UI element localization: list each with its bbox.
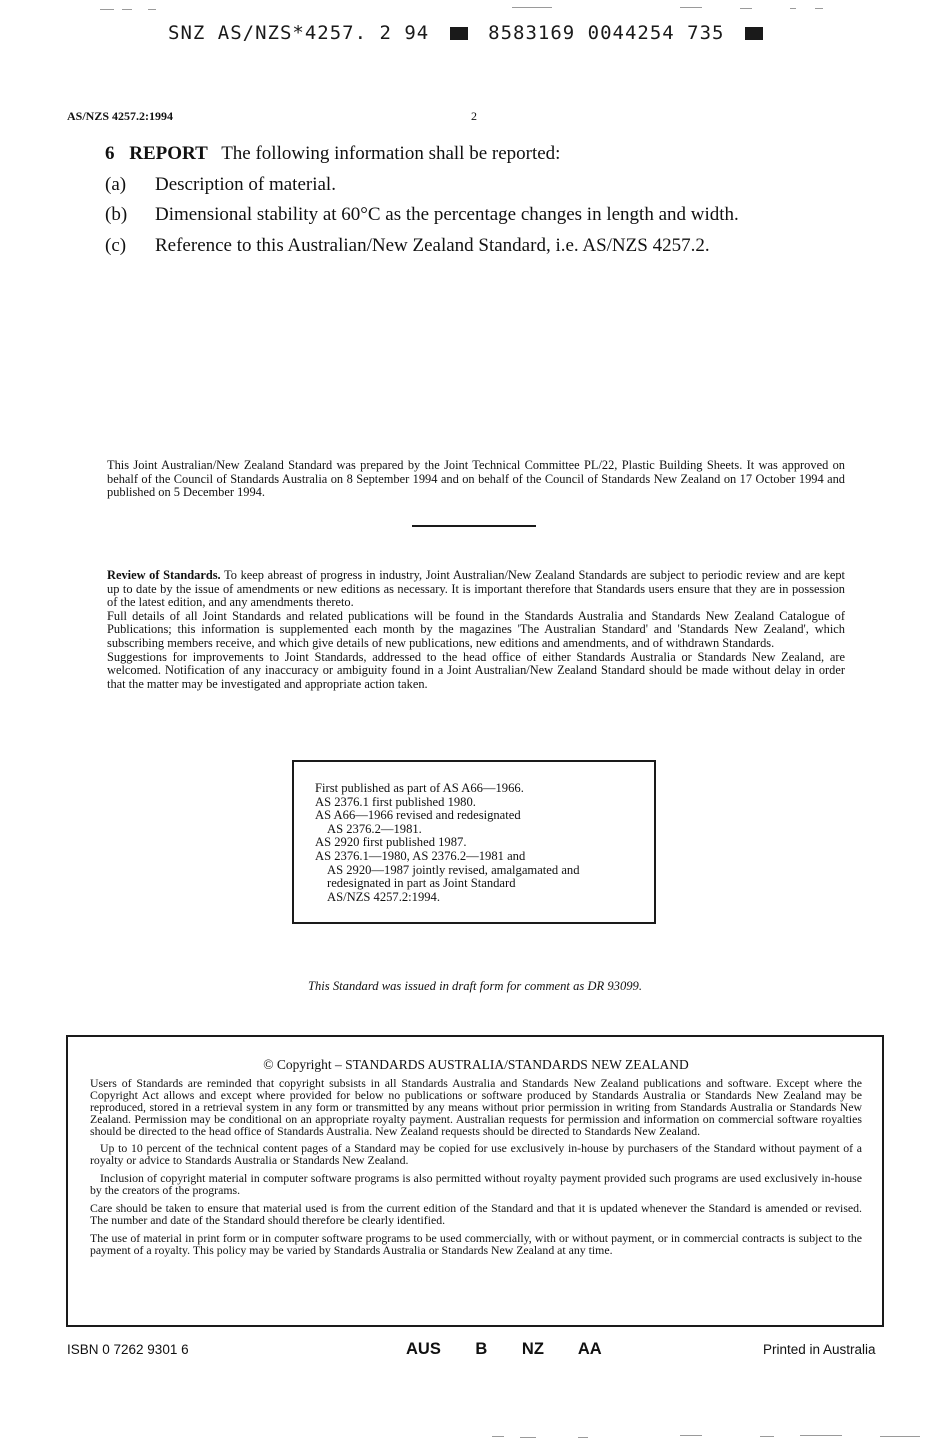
- history-line: AS/NZS 4257.2:1994.: [327, 889, 441, 904]
- draft-note: This Standard was issued in draft form for comment as DR 93099.: [308, 979, 642, 993]
- page-number: 2: [471, 109, 477, 123]
- review-paragraph: Suggestions for improvements to Joint Standards, addressed to the head office of either Standards Australia or Standards New Zealand, are welcomed. Notification of any inaccuracy or ambiguity found in a Joint Australian/New Zealand Standard should be made without delay in order that the matter may be investigated and appropriate action taken.: [107, 649, 845, 691]
- catalog-stamp: [168, 22, 771, 44]
- list-item-text: Dimensional stability at 60°C as the percentage changes in length and width.: [155, 204, 739, 225]
- history-line: AS 2376.1 first published 1980.: [315, 794, 476, 809]
- isbn: ISBN 0 7262 9301 6: [67, 1342, 189, 1357]
- review-paragraph: To keep abreast of progress in industry, Joint Australian/New Zealand Standards are subject to periodic review and are kept up to date by the issue of amendments or new editions as necessary. It is important therefore that Standards users ensure that they are in possession of the latest edition, and any amendments thereto.: [107, 568, 845, 610]
- list-item-label: (c): [105, 235, 127, 256]
- copyright-paragraph: Inclusion of copyright material in computer software programs is also permitted without royalty payment provided such programs are used exclusively in-house by the creators of the programs.: [90, 1171, 862, 1198]
- history-line: AS 2920—1987 jointly revised, amalgamated and: [327, 862, 580, 877]
- list-item: [105, 204, 739, 226]
- preparation-text: This Joint Australian/New Zealand Standard was prepared by the Joint Technical Committee PL/22, Plastic Building Sheets. It was approved on behalf of the Council of Standards Australia on 8 September 1994 and on behalf of the Council of Standards New Zealand on 17 October 1994 and published on 5 December 1994.: [107, 458, 845, 500]
- section-number: 6: [105, 143, 115, 164]
- history-line: AS 2376.1—1980, AS 2376.2—1981 and: [315, 848, 526, 863]
- list-item-text: Reference to this Australian/New Zealand Standard, i.e. AS/NZS 4257.2.: [155, 235, 710, 256]
- stamp-middle: 8583169 0044254 735: [488, 22, 725, 44]
- review-of-standards: [107, 569, 845, 691]
- preparation-note: [107, 459, 845, 500]
- copyright-paragraph: Up to 10 percent of the technical content pages of a Standard may be copied for use exclusively in-house by purchasers of the Standard without payment of a royalty or advice to Standards Australia or Standards New Zealand.: [90, 1141, 862, 1168]
- divider-rule: [412, 525, 536, 527]
- printed-in: Printed in Australia: [763, 1342, 876, 1357]
- list-item: [105, 235, 710, 257]
- history-line: AS 2376.2—1981.: [327, 821, 422, 836]
- list-item-text: Description of material.: [155, 174, 336, 195]
- stamp-block-mark: [745, 27, 763, 40]
- copyright-paragraph: Care should be taken to ensure that material used is from the current edition of the Standard and that it is updated whenever the Standard is amended or revised. The number and date of the Standard should therefore be clearly identified.: [90, 1201, 862, 1227]
- list-item-label: (b): [105, 204, 128, 225]
- standard-identifier: AS/NZS 4257.2:1994: [67, 109, 174, 123]
- history-line: AS 2920 first published 1987.: [315, 835, 467, 850]
- list-item-label: (a): [105, 174, 127, 195]
- section-keyword: REPORT: [129, 143, 208, 164]
- publication-history-box: [292, 760, 656, 924]
- price-code: AUS B NZ AA: [406, 1340, 602, 1358]
- stamp-left: SNZ AS/NZS*4257. 2 94: [168, 22, 430, 44]
- section-intro: The following information shall be reported:: [221, 143, 561, 164]
- history-line: First published as part of AS A66—1966.: [315, 781, 524, 795]
- review-heading: Review of Standards.: [107, 568, 221, 582]
- history-line: AS A66—1966 revised and redesignated: [315, 808, 521, 823]
- copyright-paragraph: Users of Standards are reminded that copyright subsists in all Standards Australia and Standards New Zealand publications and software. Except where the Copyright Act allows and except where provided for below no publications or software produced by Standards Australia or Standards New Zealand may be reproduced, stored in a retrieval system in any form or transmitted by any means without prior permission in writing from Standards Australia or Standards New Zealand. Permission may be conditional on an appropriate royalty payment. Australian requests for permission and information on commercial software royalties should be directed to the head office of Standards Australia. New Zealand requests should be directed to Standards New Zealand.: [90, 1075, 862, 1138]
- list-item: [105, 174, 336, 196]
- review-paragraph: Full details of all Joint Standards and related publications will be found in the Standards Australia and Standards New Zealand Catalogue of Publications; this information is supplemented each month by the magazines 'The Australian Standard' and 'Standards New Zealand', which subscribing members receive, and which give details of new publications, new editions and amendments, and of withdrawn Standards.: [107, 608, 845, 650]
- copyright-paragraph: The use of material in print form or in computer software programs to be used commercially, with or without payment, or in commercial contracts is subject to the payment of a royalty. This policy may be varied by Standards Australia or Standards New Zealand at any time.: [90, 1230, 862, 1257]
- report-heading: [105, 143, 560, 165]
- history-line: redesignated in part as Joint Standard: [327, 876, 516, 891]
- copyright-box: [66, 1035, 884, 1327]
- stamp-block-mark: [450, 27, 468, 40]
- copyright-heading: © Copyright – STANDARDS AUSTRALIA/STANDARDS NEW ZEALAND: [263, 1057, 689, 1072]
